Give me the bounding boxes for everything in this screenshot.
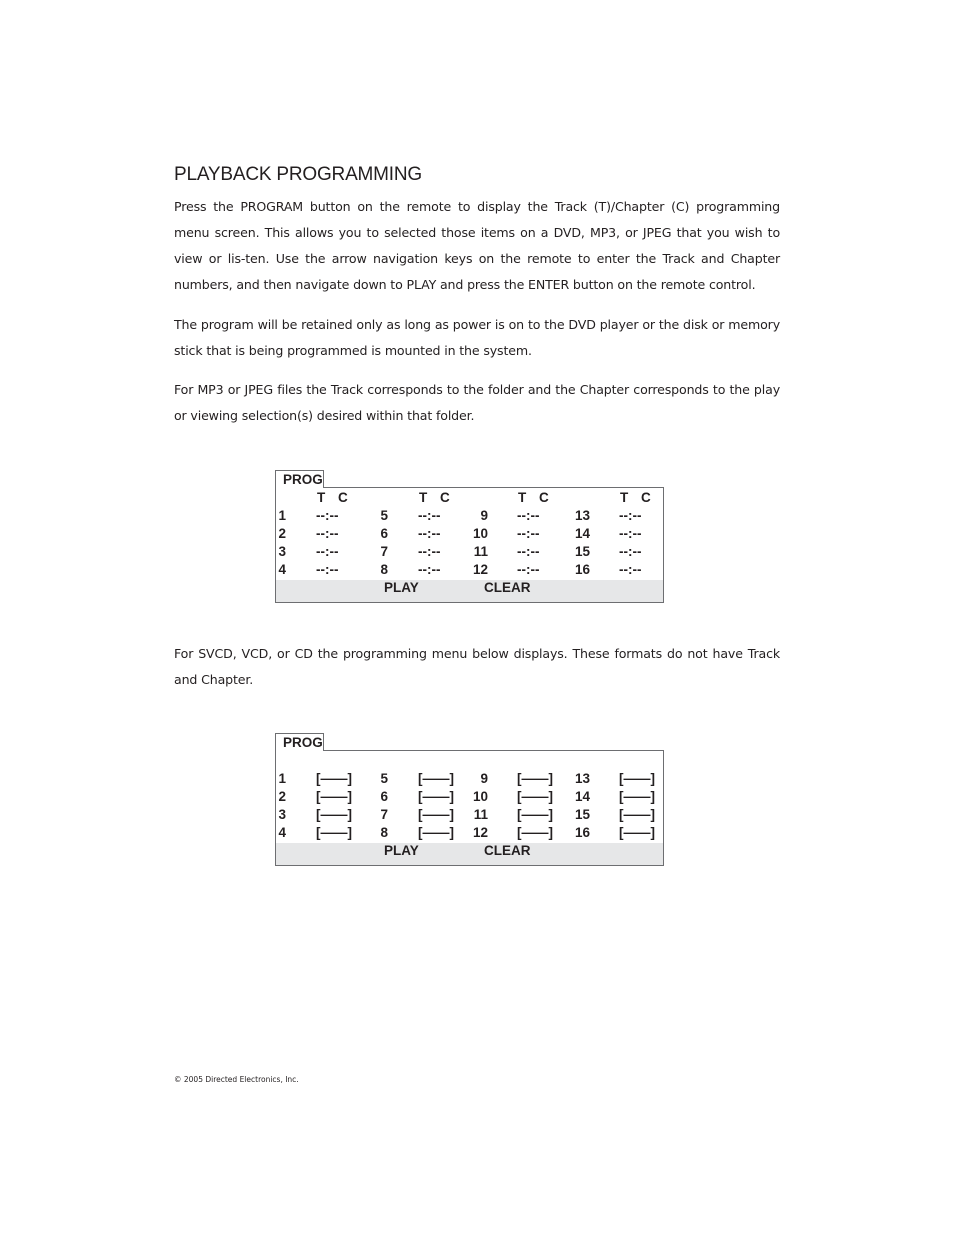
- program-slot-value[interactable]: --:--: [517, 507, 540, 523]
- program-menu-box: [275, 487, 664, 603]
- copyright-footer: © 2005 Directed Electronics, Inc.: [174, 1075, 299, 1084]
- program-slot-value[interactable]: --:--: [316, 507, 339, 523]
- program-slot-number: 14: [574, 788, 590, 804]
- program-slot-number: 1: [278, 770, 286, 786]
- program-slot-number: 7: [380, 543, 388, 559]
- clear-button[interactable]: CLEAR: [484, 842, 531, 858]
- page-heading: PLAYBACK PROGRAMMING: [174, 164, 422, 185]
- program-slot-number: 7: [380, 806, 388, 822]
- program-slot-value[interactable]: --:--: [316, 543, 339, 559]
- program-slot-value[interactable]: --:--: [517, 525, 540, 541]
- program-slot-value[interactable]: [——]: [316, 770, 352, 786]
- program-slot-number: 5: [380, 770, 388, 786]
- program-menu-track-only: [275, 733, 664, 866]
- program-slot-number: 4: [278, 561, 286, 577]
- program-slot-value[interactable]: --:--: [619, 507, 642, 523]
- program-slot-value[interactable]: [——]: [619, 788, 655, 804]
- program-slot-number: 12: [472, 561, 488, 577]
- program-slot-number: 14: [574, 525, 590, 541]
- program-slot-number: 6: [380, 525, 388, 541]
- prog-tab: [275, 470, 324, 488]
- play-button[interactable]: PLAY: [384, 842, 419, 858]
- program-slot-value[interactable]: [——]: [316, 788, 352, 804]
- program-slot-value[interactable]: [——]: [619, 770, 655, 786]
- program-slot-number: 16: [574, 561, 590, 577]
- column-header-track: T: [419, 489, 428, 505]
- program-slot-value[interactable]: --:--: [418, 507, 441, 523]
- program-slot-value[interactable]: [——]: [316, 806, 352, 822]
- program-slot-number: 8: [380, 561, 388, 577]
- program-slot-value[interactable]: --:--: [418, 525, 441, 541]
- program-slot-number: 11: [473, 543, 488, 559]
- program-slot-number: 15: [574, 543, 590, 559]
- program-slot-number: 9: [480, 770, 488, 786]
- program-slot-number: 2: [278, 525, 286, 541]
- program-slot-value[interactable]: [——]: [418, 806, 454, 822]
- program-slot-number: 9: [480, 507, 488, 523]
- program-slot-value[interactable]: [——]: [517, 806, 553, 822]
- program-slot-value[interactable]: --:--: [517, 543, 540, 559]
- program-slot-value[interactable]: [——]: [619, 806, 655, 822]
- program-slot-value[interactable]: [——]: [316, 824, 352, 840]
- play-button[interactable]: PLAY: [384, 579, 419, 595]
- program-slot-number: 6: [380, 788, 388, 804]
- program-slot-number: 10: [472, 788, 488, 804]
- program-slot-value[interactable]: [——]: [619, 824, 655, 840]
- program-slot-value[interactable]: --:--: [619, 543, 642, 559]
- prog-tab: [275, 733, 324, 751]
- program-slot-number: 3: [278, 543, 286, 559]
- program-slot-value[interactable]: [——]: [517, 788, 553, 804]
- program-slot-number: 15: [574, 806, 590, 822]
- program-slot-number: 10: [472, 525, 488, 541]
- program-slot-value[interactable]: [——]: [418, 788, 454, 804]
- column-header-chapter: C: [440, 489, 450, 505]
- prog-tab-label: PROG: [283, 735, 323, 750]
- program-slot-value[interactable]: --:--: [418, 561, 441, 577]
- paragraph-program-intro: Press the PROGRAM button on the remote to display the Track (T)/Chapter (C) programming menu screen. This allows you to selected those items on a DVD, MP3, or JPEG that you wish to view or lis-ten. Use the arrow navigation keys on the remote to enter the Track and Chapter numbers, and then navigate down to PLAY and press the ENTER button on the remote control.: [174, 199, 780, 292]
- program-slot-number: 16: [574, 824, 590, 840]
- program-slot-number: 1: [278, 507, 286, 523]
- column-header-track: T: [620, 489, 629, 505]
- program-slot-value[interactable]: [——]: [418, 770, 454, 786]
- paragraph-program-retention: The program will be retained only as long as power is on to the DVD player or the disk or memory stick that is being programmed is mounted in the system.: [174, 317, 780, 358]
- clear-button[interactable]: CLEAR: [484, 579, 531, 595]
- column-header-chapter: C: [338, 489, 348, 505]
- program-menu-footer-bar: [276, 580, 663, 602]
- program-menu-track-chapter: [275, 470, 664, 603]
- program-slot-number: 5: [380, 507, 388, 523]
- program-slot-value[interactable]: [——]: [517, 824, 553, 840]
- program-slot-value[interactable]: --:--: [316, 561, 339, 577]
- program-slot-value[interactable]: [——]: [418, 824, 454, 840]
- program-slot-number: 12: [472, 824, 488, 840]
- prog-tab-label: PROG: [283, 472, 323, 487]
- column-header-track: T: [317, 489, 326, 505]
- program-slot-value[interactable]: --:--: [418, 543, 441, 559]
- program-menu-box: [275, 750, 664, 866]
- column-header-track: T: [518, 489, 527, 505]
- program-menu-footer-bar: [276, 843, 663, 865]
- paragraph-mp3-jpeg-note: For MP3 or JPEG files the Track corresponds to the folder and the Chapter corresponds to the play or viewing selection(s) desired within that folder.: [174, 382, 780, 423]
- paragraph-svcd-vcd-cd-note: For SVCD, VCD, or CD the programming menu below displays. These formats do not have Track and Chapter.: [174, 646, 780, 687]
- column-header-chapter: C: [539, 489, 549, 505]
- program-slot-number: 13: [574, 507, 590, 523]
- program-slot-value[interactable]: [——]: [517, 770, 553, 786]
- program-slot-number: 3: [278, 806, 286, 822]
- program-slot-value[interactable]: --:--: [316, 525, 339, 541]
- program-slot-number: 4: [278, 824, 286, 840]
- program-slot-number: 2: [278, 788, 286, 804]
- program-slot-value[interactable]: --:--: [619, 561, 642, 577]
- program-slot-value[interactable]: --:--: [619, 525, 642, 541]
- program-slot-number: 8: [380, 824, 388, 840]
- program-slot-number: 11: [473, 806, 488, 822]
- column-header-chapter: C: [641, 489, 651, 505]
- program-slot-value[interactable]: --:--: [517, 561, 540, 577]
- program-slot-number: 13: [574, 770, 590, 786]
